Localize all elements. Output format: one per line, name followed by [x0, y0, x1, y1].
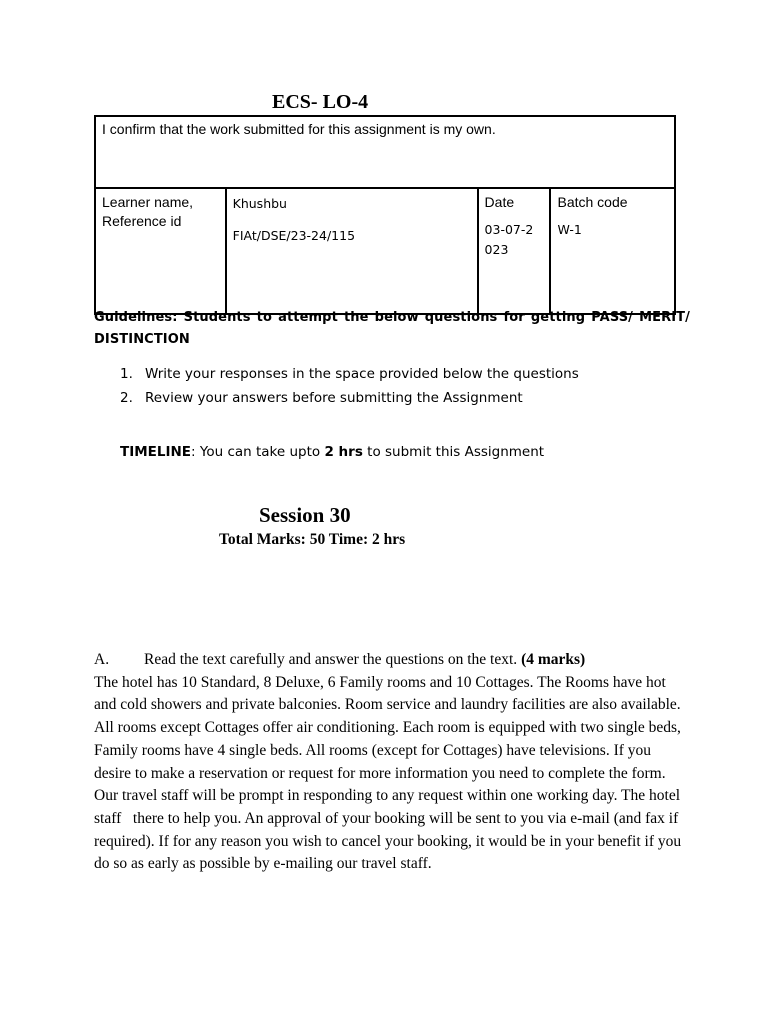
timeline-duration: 2 hrs: [324, 444, 363, 460]
declaration-table: [94, 115, 676, 315]
list-text: Review your answers before submitting the Assignment: [145, 390, 523, 406]
timeline-line: [120, 444, 544, 460]
batch-value: W-1: [557, 222, 582, 237]
learner-name: Khushbu: [232, 196, 287, 211]
question-a: [94, 649, 684, 876]
learner-label: Learner name, Reference id: [95, 188, 226, 314]
session-title: Session 30: [259, 503, 351, 527]
timeline-text-before: : You can take upto: [191, 444, 325, 460]
page-title: ECS- LO-4: [272, 91, 369, 113]
list-item: [120, 386, 579, 410]
learner-values-cell: [226, 188, 478, 314]
date-value: 03-07-2023: [484, 222, 534, 257]
list-number: 1.: [120, 366, 133, 382]
question-label: A.: [94, 651, 110, 668]
date-label: Date: [484, 194, 515, 210]
date-cell: [478, 188, 551, 314]
list-item: [120, 362, 579, 386]
timeline-text-after: to submit this Assignment: [362, 444, 545, 460]
batch-cell: [550, 188, 675, 314]
question-instruction: Read the text carefully and answer the questions on the text.: [144, 651, 518, 668]
question-marks: (4 marks): [521, 651, 586, 668]
timeline-label: TIMELINE: [120, 444, 192, 460]
total-marks-time: Total Marks: 50 Time: 2 hrs: [219, 531, 406, 548]
batch-label: Batch code: [557, 194, 628, 210]
guidelines-text: Guidelines: Students to attempt the below questions for getting PASS/ MERIT/ DISTINCTION: [94, 310, 690, 347]
reference-id: FIAt/DSE/23-24/115: [232, 228, 356, 243]
guidelines-list: [120, 362, 579, 410]
question-a-heading: [94, 649, 684, 672]
list-text: Write your responses in the space provided below the questions: [145, 366, 579, 382]
declaration-statement: I confirm that the work submitted for this assignment is my own.: [95, 116, 675, 188]
question-passage: The hotel has 10 Standard, 8 Deluxe, 6 Family rooms and 10 Cottages. The Rooms have hot and cold showers and private balconies. Room service and laundry facilities are also available. All rooms except Cottages offer air conditioning. Each room is equipped with two single beds, Family rooms have 4 single beds. All rooms (except for Cottages) have televisions. If you desire to make a reservation or request for more information you need to complete the form. Our travel staff will be prompt in responding to any request within one working day. The hotel staff there to help you. An approval of your booking will be sent to you via e-mail (and fax if required). If for any reason you wish to cancel your booking, it would be in your benefit if you do so as early as possible by e-mailing our travel staff.: [94, 673, 685, 873]
list-number: 2.: [120, 390, 133, 406]
